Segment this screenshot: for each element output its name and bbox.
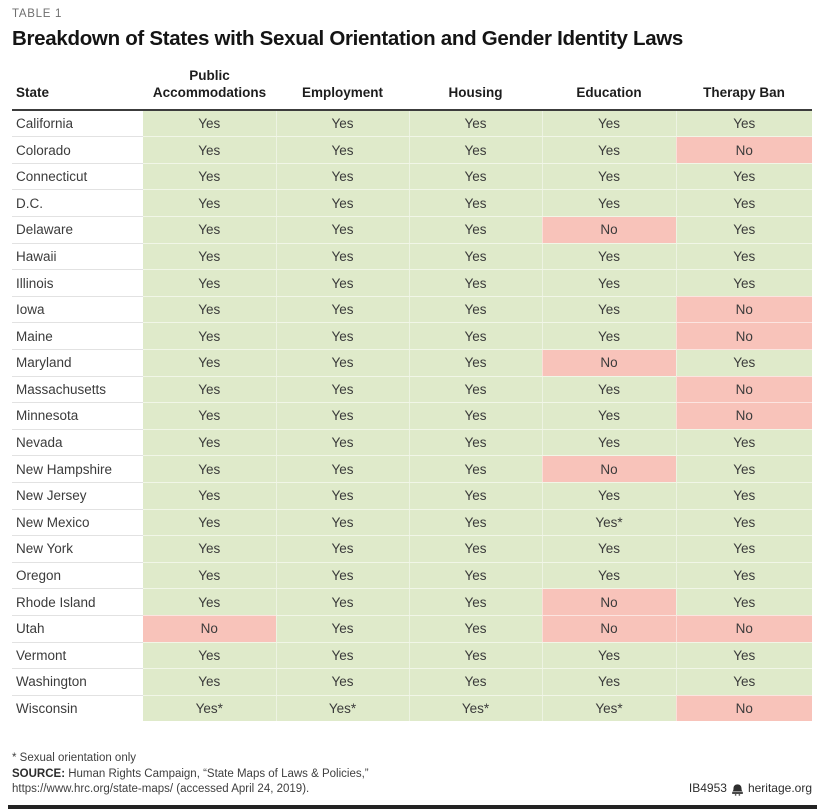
value-cell: Yes (676, 350, 812, 377)
value-cell: Yes (542, 296, 676, 323)
value-cell: Yes (276, 217, 409, 244)
value-cell: Yes (276, 296, 409, 323)
value-cell: No (676, 323, 812, 350)
footnote: * Sexual orientation only (12, 752, 137, 765)
state-cell: Maine (12, 323, 143, 350)
value-cell: Yes (143, 642, 276, 669)
value-cell: Yes (276, 350, 409, 377)
table-header (12, 67, 812, 110)
state-cell: New York (12, 536, 143, 563)
column-header-education: Education (542, 67, 676, 110)
column-header-public-accommodations: Public Accommodations (143, 67, 276, 110)
value-cell: Yes (143, 589, 276, 616)
value-cell: Yes (409, 110, 542, 137)
table-row (12, 376, 812, 403)
value-cell: Yes (276, 669, 409, 696)
value-cell: Yes (409, 429, 542, 456)
value-cell: Yes (542, 243, 676, 270)
state-cell: Rhode Island (12, 589, 143, 616)
value-cell: Yes (409, 376, 542, 403)
value-cell: Yes (409, 562, 542, 589)
value-cell: Yes (276, 403, 409, 430)
column-header-state: State (12, 67, 143, 110)
value-cell: Yes (143, 350, 276, 377)
table-row (12, 669, 812, 696)
value-cell: No (542, 350, 676, 377)
value-cell: Yes (143, 296, 276, 323)
value-cell: Yes (409, 163, 542, 190)
value-cell: No (676, 137, 812, 164)
table-body (12, 110, 812, 722)
source-label: SOURCE: (12, 767, 66, 780)
table-row (12, 403, 812, 430)
value-cell: No (542, 615, 676, 642)
value-cell: Yes (409, 296, 542, 323)
state-cell: Oregon (12, 562, 143, 589)
value-cell: Yes (143, 243, 276, 270)
value-cell: Yes (276, 270, 409, 297)
value-cell: Yes (409, 270, 542, 297)
value-cell: Yes (409, 482, 542, 509)
value-cell: Yes (676, 456, 812, 483)
value-cell: Yes (676, 536, 812, 563)
table-row (12, 562, 812, 589)
page-title: Breakdown of States with Sexual Orientation and Gender Identity Laws (12, 27, 684, 50)
state-cell: Vermont (12, 642, 143, 669)
value-cell: Yes (409, 190, 542, 217)
table-label: TABLE 1 (12, 8, 63, 20)
table-row (12, 350, 812, 377)
value-cell: Yes (276, 456, 409, 483)
state-cell: Utah (12, 615, 143, 642)
state-cell: New Hampshire (12, 456, 143, 483)
value-cell: Yes (276, 323, 409, 350)
value-cell: No (143, 615, 276, 642)
value-cell: Yes (276, 163, 409, 190)
value-cell: Yes (143, 509, 276, 536)
value-cell: Yes (542, 669, 676, 696)
value-cell: Yes (409, 217, 542, 244)
table-row (12, 217, 812, 244)
state-cell: Washington (12, 669, 143, 696)
value-cell: Yes (542, 376, 676, 403)
site-domain: heritage.org (747, 781, 812, 796)
value-cell: Yes (676, 243, 812, 270)
value-cell: Yes (542, 482, 676, 509)
table-row (12, 615, 812, 642)
value-cell: Yes (143, 110, 276, 137)
value-cell: Yes (143, 429, 276, 456)
value-cell: Yes (276, 243, 409, 270)
value-cell: Yes (676, 190, 812, 217)
value-cell: Yes (409, 536, 542, 563)
value-cell: Yes (409, 350, 542, 377)
value-cell: Yes (409, 589, 542, 616)
value-cell: Yes* (276, 695, 409, 721)
value-cell: Yes (542, 163, 676, 190)
table-row (12, 296, 812, 323)
value-cell: Yes (409, 615, 542, 642)
table-row (12, 243, 812, 270)
state-cell: New Mexico (12, 509, 143, 536)
value-cell: Yes (409, 137, 542, 164)
state-cell: Illinois (12, 270, 143, 297)
value-cell: Yes (276, 642, 409, 669)
value-cell: No (676, 695, 812, 721)
value-cell: Yes (676, 110, 812, 137)
value-cell: Yes (143, 270, 276, 297)
value-cell: Yes (676, 429, 812, 456)
value-cell: Yes (276, 562, 409, 589)
value-cell: Yes (676, 163, 812, 190)
footer (12, 751, 812, 798)
table-row (12, 270, 812, 297)
value-cell: Yes (276, 429, 409, 456)
value-cell: Yes (276, 509, 409, 536)
value-cell: Yes (542, 562, 676, 589)
value-cell: Yes (143, 536, 276, 563)
value-cell: Yes (143, 137, 276, 164)
column-header-employment: Employment (276, 67, 409, 110)
state-cell: California (12, 110, 143, 137)
report-id: IB4953 (688, 781, 727, 796)
table-row (12, 695, 812, 721)
value-cell: Yes (542, 323, 676, 350)
value-cell: Yes (409, 642, 542, 669)
value-cell: Yes (542, 642, 676, 669)
value-cell: Yes (143, 456, 276, 483)
value-cell: Yes (542, 270, 676, 297)
state-cell: Nevada (12, 429, 143, 456)
value-cell: Yes (542, 190, 676, 217)
value-cell: Yes (143, 163, 276, 190)
table-row (12, 137, 812, 164)
table-row (12, 456, 812, 483)
value-cell: Yes (276, 110, 409, 137)
value-cell: Yes (276, 615, 409, 642)
state-cell: Massachusetts (12, 376, 143, 403)
soi-laws-table (12, 67, 812, 722)
value-cell: Yes (676, 270, 812, 297)
state-cell: Colorado (12, 137, 143, 164)
value-cell: Yes (276, 589, 409, 616)
value-cell: Yes (143, 482, 276, 509)
value-cell: No (542, 217, 676, 244)
table-row (12, 536, 812, 563)
value-cell: Yes (409, 669, 542, 696)
source-url: https://www.hrc.org/state-maps/ (accessed April 24, 2019). (12, 783, 310, 796)
value-cell: Yes* (542, 509, 676, 536)
value-cell: Yes (143, 562, 276, 589)
value-cell: Yes (409, 456, 542, 483)
state-cell: New Jersey (12, 482, 143, 509)
value-cell: Yes (143, 403, 276, 430)
state-cell: D.C. (12, 190, 143, 217)
value-cell: Yes (542, 137, 676, 164)
value-cell: Yes (676, 482, 812, 509)
heritage-bell-icon (731, 783, 744, 796)
value-cell: Yes (542, 110, 676, 137)
value-cell: Yes* (409, 695, 542, 721)
value-cell: Yes (276, 137, 409, 164)
value-cell: Yes (276, 190, 409, 217)
value-cell: Yes (143, 669, 276, 696)
value-cell: Yes (676, 669, 812, 696)
table-row (12, 589, 812, 616)
column-header-therapy-ban: Therapy Ban (676, 67, 812, 110)
value-cell: Yes (676, 562, 812, 589)
value-cell: No (676, 296, 812, 323)
table-row (12, 642, 812, 669)
value-cell: Yes* (542, 695, 676, 721)
value-cell: Yes (143, 323, 276, 350)
column-header-housing: Housing (409, 67, 542, 110)
value-cell: Yes (143, 217, 276, 244)
value-cell: No (542, 456, 676, 483)
table-row (12, 429, 812, 456)
table-row (12, 509, 812, 536)
value-cell: No (676, 403, 812, 430)
value-cell: Yes (676, 509, 812, 536)
value-cell: Yes* (143, 695, 276, 721)
table-row (12, 110, 812, 137)
value-cell: Yes (409, 323, 542, 350)
value-cell: Yes (542, 429, 676, 456)
state-cell: Connecticut (12, 163, 143, 190)
source-line (12, 767, 812, 783)
state-cell: Maryland (12, 350, 143, 377)
state-cell: Wisconsin (12, 695, 143, 721)
value-cell: No (676, 376, 812, 403)
state-cell: Hawaii (12, 243, 143, 270)
state-cell: Minnesota (12, 403, 143, 430)
value-cell: Yes (409, 243, 542, 270)
state-cell: Delaware (12, 217, 143, 244)
table-row (12, 163, 812, 190)
value-cell: Yes (409, 403, 542, 430)
value-cell: Yes (542, 403, 676, 430)
value-cell: Yes (276, 536, 409, 563)
table-row (12, 482, 812, 509)
brand (689, 781, 812, 797)
value-cell: Yes (409, 509, 542, 536)
value-cell: Yes (676, 217, 812, 244)
value-cell: Yes (542, 536, 676, 563)
state-cell: Iowa (12, 296, 143, 323)
value-cell: Yes (676, 642, 812, 669)
table-row (12, 190, 812, 217)
bottom-rule (8, 805, 817, 809)
value-cell: Yes (676, 589, 812, 616)
value-cell: No (542, 589, 676, 616)
value-cell: Yes (143, 190, 276, 217)
table-row (12, 323, 812, 350)
value-cell: Yes (143, 376, 276, 403)
source-text: Human Rights Campaign, “State Maps of Laws & Policies,” (65, 767, 369, 780)
value-cell: No (676, 615, 812, 642)
value-cell: Yes (276, 482, 409, 509)
value-cell: Yes (276, 376, 409, 403)
